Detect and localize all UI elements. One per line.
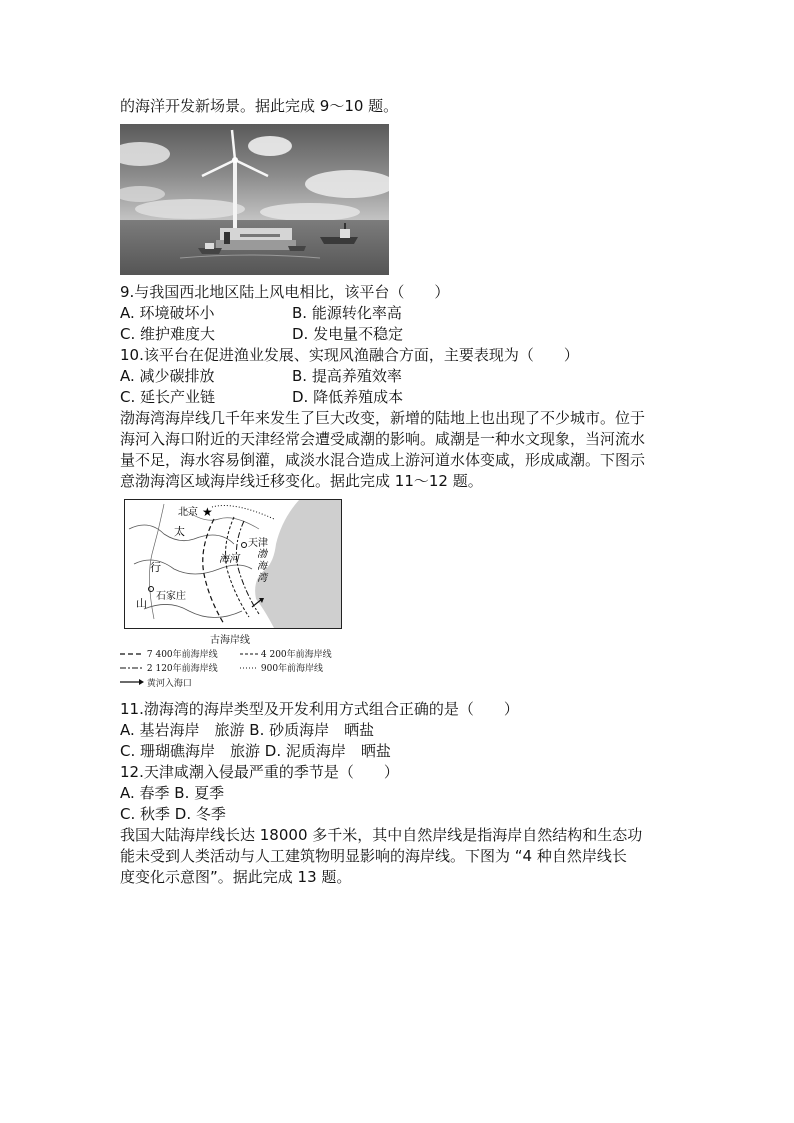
q12-options-line-2: C. 秋季 D. 冬季	[120, 805, 226, 823]
q10-option-d: D. 降低养殖成本	[292, 388, 404, 406]
question-11-stem: 11.渤海湾的海岸类型及开发利用方式组合正确的是（ ）	[120, 700, 519, 718]
legend-label: 黄河入海口	[146, 679, 192, 689]
legend-item-yellow-river	[120, 676, 192, 689]
question-9-stem: 9.与我国西北地区陆上风电相比，该平台（ ）	[120, 283, 450, 301]
passage3-line: 能未受到人类活动与人工建筑物明显影响的海岸线。下图为 “4 种自然岸线长	[120, 847, 627, 865]
label-shan: 山	[136, 597, 147, 610]
legend-label: 4 200年前海岸线	[260, 650, 332, 660]
legend-label: 2 120年前海岸线	[146, 664, 218, 674]
question-10-stem: 10.该平台在促进渔业发展、实现风渔融合方面，主要表现为（ ）	[120, 346, 579, 364]
q11-options-line-2: C. 珊瑚礁海岸 旅游 D. 泥质海岸 晒盐	[120, 742, 391, 760]
legend-item-7400	[120, 647, 218, 660]
q9-option-c: C. 维护难度大	[120, 325, 216, 343]
q9-option-d: D. 发电量不稳定	[292, 325, 404, 343]
passage3-line: 度变化示意图”。据此完成 13 题。	[120, 868, 352, 886]
legend-label: 7 400年前海岸线	[146, 650, 218, 660]
label-tianjin: 天津	[248, 538, 268, 549]
passage2-line: 海河入海口附近的天津经常会遭受咸潮的影响。咸潮是一种水文现象，当河流水	[120, 430, 646, 448]
label-haihe: 海河	[219, 554, 239, 565]
q10-option-c: C. 延长产业链	[120, 388, 216, 406]
passage2-line: 渤海湾海岸线几千年来发生了巨大改变，新增的陆地上也出现了不少城市。位于	[120, 409, 646, 427]
legend-title: 古海岸线	[210, 635, 250, 646]
label-bohai-1: 渤	[257, 549, 267, 560]
question-12-stem: 12.天津咸潮入侵最严重的季节是（ ）	[120, 763, 399, 781]
q11-options-line-1: A. 基岩海岸 旅游 B. 砂质海岸 晒盐	[120, 721, 375, 739]
q12-options-line-1: A. 春季 B. 夏季	[120, 784, 225, 802]
wind-platform-photo	[120, 124, 389, 275]
label-beijing: 北京	[178, 507, 198, 518]
intro-line: 的海洋开发新场景。据此完成 9～10 题。	[120, 97, 399, 115]
q10-option-b: B. 提高养殖效率	[292, 367, 402, 385]
label-bohai-2: 海	[257, 561, 267, 572]
q10-option-a: A. 减少碳排放	[120, 367, 215, 385]
label-hang: 行	[150, 561, 161, 574]
legend-item-4200	[240, 647, 332, 660]
label-bohai-3: 湾	[257, 573, 267, 584]
passage3-line: 我国大陆海岸线长达 18000 多千米，其中自然岸线是指海岸自然结构和生态功	[120, 826, 643, 844]
q9-option-a: A. 环境破坏小	[120, 304, 215, 322]
q9-option-b: B. 能源转化率高	[292, 304, 402, 322]
passage2-line: 意渤海湾区域海岸线迁移变化。据此完成 11～12 题。	[120, 472, 483, 490]
bohai-bay-coastline-map	[124, 499, 342, 629]
legend-item-900	[240, 661, 323, 674]
passage2-line: 量不足，海水容易倒灌，咸淡水混合造成上游河道水体变咸，形成咸潮。下图示	[120, 451, 646, 469]
label-tai: 太	[174, 525, 185, 538]
beijing-star-icon: ★	[202, 505, 213, 519]
label-shijiazhuang: 石家庄	[156, 591, 186, 602]
legend-item-2120	[120, 661, 218, 674]
legend-label: 900年前海岸线	[260, 664, 324, 674]
